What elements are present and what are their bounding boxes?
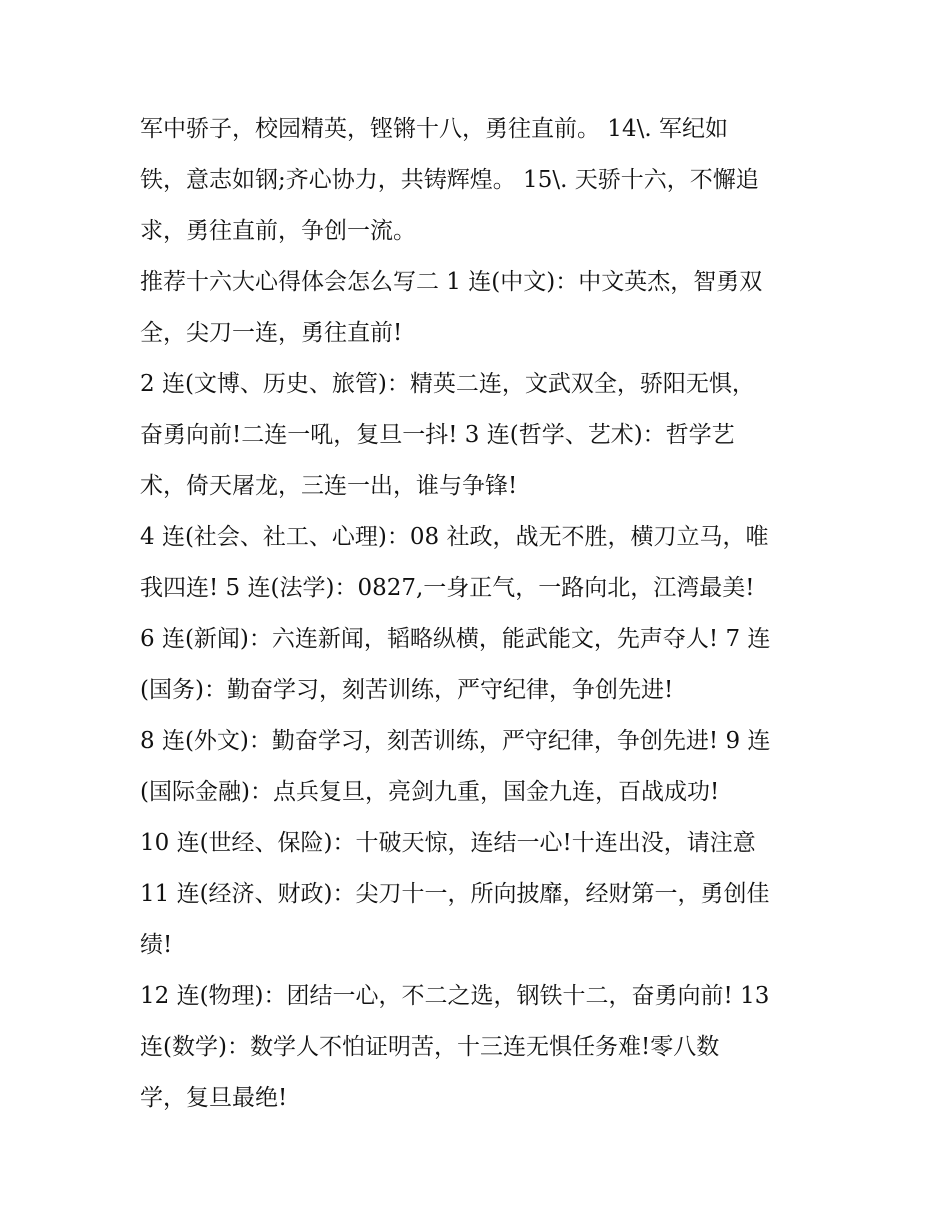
text-line: 绩! (140, 932, 173, 958)
text-line: 术，倚天屠龙，三连一出，谁与争锋! (140, 473, 518, 499)
text-line: 12 连(物理)：团结一心，不二之选，钢铁十二，奋勇向前! 13 (140, 983, 770, 1009)
text-line: 6 连(新闻)：六连新闻，韬略纵横，能武能文，先声夺人! 7 连 (140, 626, 771, 652)
text-line: 连(数学)：数学人不怕证明苦，十三连无惧任务难!零八数 (140, 1034, 720, 1060)
text-line: 铁，意志如钢;齐心协力，共铸辉煌。 15\. 天骄十六，不懈追 (140, 167, 759, 193)
text-line: (国际金融)：点兵复旦，亮剑九重，国金九连，百战成功! (140, 779, 720, 805)
text-line: 8 连(外文)：勤奋学习，刻苦训练，严守纪律，争创先进! 9 连 (140, 728, 771, 754)
text-line: 奋勇向前!二连一吼，复旦一抖! 3 连(哲学、艺术)：哲学艺 (140, 422, 735, 448)
text-line: 4 连(社会、社工、心理)：08 社政，战无不胜，横刀立马，唯 (140, 524, 769, 550)
text-line: 学，复旦最绝! (140, 1085, 288, 1111)
text-line: 求，勇往直前，争创一流。 (140, 218, 416, 244)
text-line: (国务)：勤奋学习，刻苦训练，严守纪律，争创先进! (140, 677, 674, 703)
text-line: 10 连(世经、保险)：十破天惊，连结一心!十连出没，请注意 (140, 830, 756, 856)
text-line: 军中骄子，校园精英，铿锵十八，勇往直前。 14\. 军纪如 (140, 116, 728, 142)
text-line: 推荐十六大心得体会怎么写二 1 连(中文)：中文英杰，智勇双 (140, 269, 763, 295)
text-line: 全，尖刀一连，勇往直前! (140, 320, 403, 346)
text-line: 11 连(经济、财政)：尖刀十一，所向披靡，经财第一，勇创佳 (140, 881, 770, 907)
text-line: 我四连! 5 连(法学)：0827,一身正气，一路向北，江湾最美! (140, 575, 755, 601)
text-line: 2 连(文博、历史、旅管)：精英二连，文武双全，骄阳无惧， (140, 371, 755, 397)
